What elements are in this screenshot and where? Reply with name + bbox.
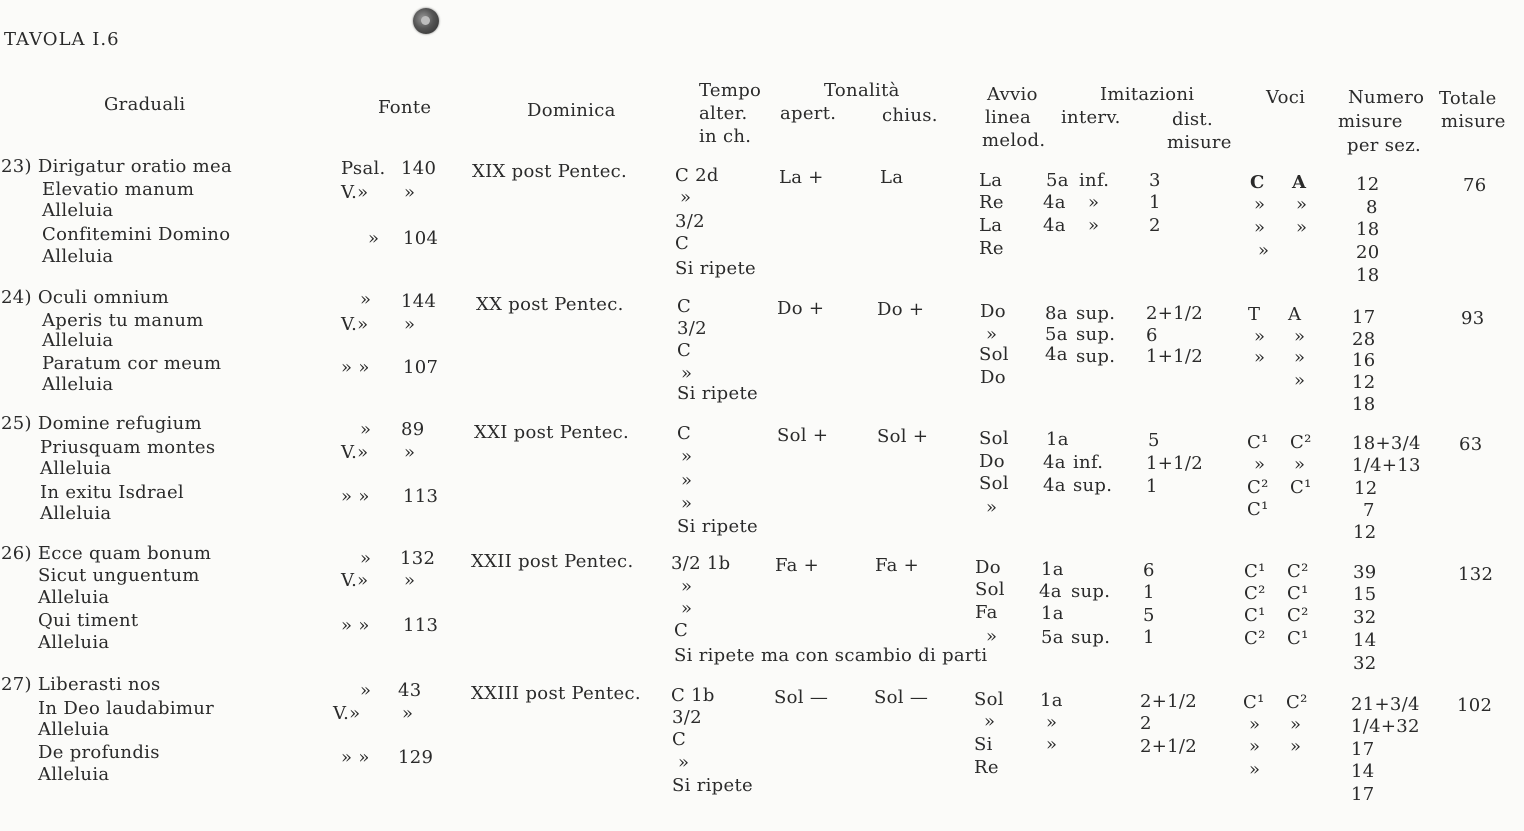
avvio-value: »	[986, 497, 998, 518]
gradual-subtitle: In exitu Isdrael	[40, 482, 184, 503]
header-totale: Totale	[1439, 88, 1497, 109]
tempo-note: Si ripete	[672, 775, 753, 796]
voci-value: C¹	[1247, 499, 1269, 520]
tempo-value: 3/2 1b	[671, 553, 731, 574]
interv-value: 5a	[1041, 627, 1064, 648]
numero-value: 18	[1356, 265, 1380, 286]
fonte-number: 144	[401, 291, 437, 312]
interv-direction: inf.	[1073, 452, 1104, 473]
interv-value: »	[1046, 712, 1058, 733]
dominica: XIX post Pentec.	[472, 161, 628, 182]
gradual-title: 25) Domine refugium	[1, 413, 202, 434]
voci-value: »	[1249, 759, 1261, 780]
voci-value: »	[1290, 714, 1302, 735]
header-numero: Numero	[1348, 87, 1425, 108]
header-apert: apert.	[780, 103, 837, 124]
fonte-number: 140	[401, 158, 437, 179]
dist-value: 1	[1143, 582, 1155, 603]
fonte-prefix: V.»	[333, 703, 361, 724]
interv-value: 4a	[1043, 475, 1066, 496]
gradual-subtitle: Alleluia	[42, 200, 114, 221]
gradual-title: 27) Liberasti nos	[1, 674, 161, 695]
tonalita-chius: Do +	[877, 299, 925, 320]
avvio-value: Do	[980, 301, 1006, 322]
fonte-number: 104	[403, 228, 439, 249]
tempo-note: Si ripete	[677, 516, 758, 537]
fonte-prefix: V.»	[341, 442, 369, 463]
fonte-prefix: »	[360, 419, 372, 440]
fonte-prefix: »	[360, 548, 372, 569]
fonte-prefix: Psal.	[341, 158, 386, 179]
header-chius: chius.	[882, 105, 938, 126]
voci-value: »	[1258, 240, 1270, 261]
numero-value: 16	[1352, 350, 1376, 371]
interv-value: 4a	[1043, 452, 1066, 473]
voci-value: C²	[1287, 605, 1309, 626]
header-dist: dist.	[1172, 109, 1213, 130]
tempo-value: 3/2	[677, 318, 707, 339]
totale-value: 76	[1463, 175, 1487, 196]
avvio-value: Sol	[974, 689, 1004, 710]
voci-value: »	[1296, 194, 1308, 215]
interv-direction: »	[1088, 215, 1100, 236]
interv-direction: sup.	[1076, 303, 1116, 324]
header-tonalita: Tonalità	[824, 80, 900, 101]
voci-value: C²	[1247, 477, 1269, 498]
dist-value: 1+1/2	[1146, 346, 1204, 367]
numero-value: 12	[1353, 522, 1377, 543]
fonte-prefix: » »	[341, 357, 370, 378]
interv-value: 8a	[1045, 303, 1068, 324]
tempo-value: C	[677, 423, 692, 444]
voci-value: »	[1254, 217, 1266, 238]
tempo-note: Si ripete	[675, 258, 756, 279]
tempo-value: C	[672, 729, 687, 750]
punch-hole-mark	[413, 8, 439, 34]
tempo-value: »	[678, 752, 690, 773]
numero-value: 20	[1356, 242, 1380, 263]
fonte-prefix: »	[368, 228, 380, 249]
table-section-27	[0, 674, 1524, 824]
fonte-number: »	[402, 703, 414, 724]
numero-value: 17	[1351, 739, 1375, 760]
numero-value: 12	[1354, 478, 1378, 499]
voci-value: »	[1254, 194, 1266, 215]
numero-value: 32	[1353, 607, 1377, 628]
dist-value: 1+1/2	[1146, 453, 1204, 474]
voci-value: C¹	[1247, 432, 1269, 453]
tempo-value: C	[675, 233, 690, 254]
gradual-subtitle: De profundis	[38, 742, 160, 763]
numero-value: 12	[1356, 174, 1380, 195]
interv-direction: sup.	[1076, 346, 1116, 367]
numero-value: 17	[1352, 307, 1376, 328]
tempo-note: Si ripete	[677, 383, 758, 404]
gradual-subtitle: Qui timent	[38, 610, 139, 631]
tonalita-apert: Sol +	[777, 425, 829, 446]
header-fonte: Fonte	[378, 97, 432, 118]
interv-value: 4a	[1043, 192, 1066, 213]
tonalita-apert: Fa +	[775, 555, 820, 576]
fonte-number: »	[404, 442, 416, 463]
numero-value: 7	[1363, 500, 1375, 521]
dist-value: 1	[1149, 192, 1161, 213]
gradual-title: 26) Ecce quam bonum	[1, 543, 212, 564]
numero-value: 14	[1353, 630, 1377, 651]
numero-value: 32	[1353, 653, 1377, 674]
header-dist-misure: misure	[1167, 132, 1232, 153]
fonte-number: 89	[401, 419, 425, 440]
avvio-value: Si	[974, 734, 993, 755]
fonte-prefix: » »	[341, 615, 370, 636]
avvio-value: Do	[980, 367, 1006, 388]
tempo-value: »	[681, 363, 693, 384]
voci-value: »	[1294, 454, 1306, 475]
tonalita-apert: Sol —	[774, 687, 829, 708]
gradual-title: 24) Oculi omnium	[1, 287, 170, 308]
interv-direction: sup.	[1073, 475, 1113, 496]
header-voci: Voci	[1266, 87, 1306, 108]
numero-value: 17	[1351, 784, 1375, 805]
tempo-value: »	[681, 493, 693, 514]
tempo-value: »	[681, 598, 693, 619]
tempo-value: »	[680, 187, 692, 208]
tempo-value: »	[681, 576, 693, 597]
header-graduali: Graduali	[104, 94, 186, 115]
tempo-value: 3/2	[675, 211, 705, 232]
header-interv: interv.	[1061, 107, 1121, 128]
header-linea: linea	[985, 107, 1031, 128]
fonte-prefix: V.»	[341, 314, 369, 335]
interv-direction: sup.	[1071, 627, 1111, 648]
header-tempo: Tempo	[699, 80, 762, 101]
numero-value: 1/4+13	[1352, 455, 1421, 476]
interv-value: 1a	[1041, 603, 1064, 624]
tonalita-chius: Sol —	[874, 687, 929, 708]
gradual-subtitle: Paratum cor meum	[42, 353, 222, 374]
dist-value: 5	[1148, 430, 1160, 451]
dominica: XXII post Pentec.	[471, 551, 634, 572]
totale-value: 63	[1459, 434, 1483, 455]
voci-value: »	[1254, 347, 1266, 368]
header-melod: melod.	[982, 130, 1046, 151]
avvio-value: La	[979, 170, 1003, 191]
tonalita-chius: La	[880, 167, 904, 188]
gradual-subtitle: In Deo laudabimur	[38, 698, 215, 719]
avvio-value: Do	[979, 451, 1005, 472]
numero-value: 1/4+32	[1351, 716, 1420, 737]
voci-value: C²	[1287, 561, 1309, 582]
gradual-subtitle: Priusquam montes	[40, 437, 216, 458]
gradual-subtitle: Aperis tu manum	[42, 310, 204, 331]
tonalita-apert: La +	[779, 167, 824, 188]
voci-value: »	[1294, 347, 1306, 368]
voci-value: C¹	[1287, 628, 1309, 649]
voci-value: A	[1292, 172, 1307, 193]
interv-value: 4a	[1039, 581, 1062, 602]
tempo-value: C	[677, 340, 692, 361]
gradual-subtitle: Alleluia	[40, 503, 112, 524]
voci-value: »	[1254, 326, 1266, 347]
dist-value: 5	[1143, 605, 1155, 626]
fonte-number: »	[404, 570, 416, 591]
header-imitazioni: Imitazioni	[1100, 84, 1195, 105]
voci-value: T	[1248, 304, 1261, 325]
interv-value: 4a	[1045, 344, 1068, 365]
dist-value: 6	[1143, 560, 1155, 581]
voci-value: C²	[1244, 583, 1266, 604]
table-section-24	[0, 287, 1524, 419]
tempo-note: Si ripete ma con scambio di parti	[674, 645, 988, 666]
totale-value: 102	[1457, 695, 1493, 716]
gradual-subtitle: Confitemini Domino	[42, 224, 231, 245]
header-persez: per sez.	[1347, 135, 1421, 156]
gradual-subtitle: Alleluia	[38, 632, 110, 653]
dist-value: 2+1/2	[1140, 736, 1198, 757]
numero-value: 18+3/4	[1352, 433, 1421, 454]
totale-value: 132	[1458, 564, 1494, 585]
interv-value: 4a	[1043, 215, 1066, 236]
tempo-value: 3/2	[672, 707, 702, 728]
fonte-number: 113	[403, 615, 439, 636]
interv-value: 1a	[1046, 429, 1069, 450]
numero-value: 21+3/4	[1351, 694, 1420, 715]
fonte-prefix: » »	[341, 747, 370, 768]
voci-value: C²	[1286, 692, 1308, 713]
avvio-value: Re	[979, 238, 1004, 259]
avvio-value: Fa	[975, 602, 998, 623]
fonte-number: 132	[400, 548, 436, 569]
tempo-value: »	[681, 446, 693, 467]
gradual-subtitle: Alleluia	[42, 374, 114, 395]
avvio-value: Do	[975, 557, 1001, 578]
numero-value: 14	[1351, 761, 1375, 782]
voci-value: »	[1296, 217, 1308, 238]
tempo-value: C 1b	[671, 685, 715, 706]
fonte-prefix: »	[360, 680, 372, 701]
voci-value: C¹	[1244, 561, 1266, 582]
dist-value: 2+1/2	[1146, 303, 1204, 324]
interv-direction: inf.	[1079, 170, 1110, 191]
gradual-title: 23) Dirigatur oratio mea	[1, 156, 232, 177]
interv-value: 1a	[1040, 690, 1063, 711]
interv-direction: sup.	[1076, 324, 1116, 345]
interv-direction: »	[1088, 192, 1100, 213]
voci-value: C²	[1244, 628, 1266, 649]
fonte-prefix: V.»	[341, 182, 369, 203]
tonalita-chius: Sol +	[877, 426, 929, 447]
avvio-value: Re	[974, 757, 999, 778]
avvio-value: »	[984, 711, 996, 732]
interv-value: »	[1046, 734, 1058, 755]
interv-value: 5a	[1045, 324, 1068, 345]
fonte-number: 113	[403, 486, 439, 507]
voci-value: C¹	[1244, 605, 1266, 626]
numero-value: 15	[1353, 584, 1377, 605]
fonte-number: »	[404, 182, 416, 203]
avvio-value: Sol	[979, 428, 1009, 449]
fonte-number: »	[404, 314, 416, 335]
tempo-value: C	[674, 620, 689, 641]
dist-value: 1	[1143, 627, 1155, 648]
dist-value: 2	[1140, 713, 1152, 734]
avvio-value: Sol	[975, 579, 1005, 600]
numero-value: 18	[1352, 394, 1376, 415]
numero-value: 8	[1366, 197, 1378, 218]
voci-value: »	[1290, 736, 1302, 757]
header-dominica: Dominica	[527, 100, 616, 121]
avvio-value: La	[979, 215, 1003, 236]
avvio-value: Sol	[979, 344, 1009, 365]
fonte-number: 107	[403, 357, 439, 378]
gradual-subtitle: Alleluia	[40, 458, 112, 479]
header-totale-misure: misure	[1441, 111, 1506, 132]
tonalita-apert: Do +	[777, 298, 825, 319]
dist-value: 2+1/2	[1140, 691, 1198, 712]
voci-value: »	[1249, 736, 1261, 757]
voci-value: C¹	[1287, 583, 1309, 604]
fonte-prefix: V.»	[341, 570, 369, 591]
page-title: TAVOLA I.6	[4, 29, 120, 50]
totale-value: 93	[1461, 308, 1485, 329]
fonte-number: 43	[398, 680, 422, 701]
fonte-prefix: »	[360, 289, 372, 310]
voci-value: C²	[1290, 432, 1312, 453]
numero-value: 12	[1352, 372, 1376, 393]
tempo-value: C 2d	[675, 165, 719, 186]
numero-value: 18	[1356, 219, 1380, 240]
dist-value: 2	[1149, 215, 1161, 236]
gradual-subtitle: Alleluia	[42, 246, 114, 267]
voci-value: »	[1294, 326, 1306, 347]
dist-value: 6	[1146, 325, 1158, 346]
interv-value: 1a	[1041, 559, 1064, 580]
header-tempo-alter: alter.	[699, 103, 748, 124]
dist-value: 1	[1146, 476, 1158, 497]
voci-value: A	[1288, 304, 1302, 325]
voci-value: »	[1254, 454, 1266, 475]
dominica: XXI post Pentec.	[474, 422, 630, 443]
tempo-value: »	[681, 470, 693, 491]
header-avvio: Avvio	[987, 84, 1038, 105]
voci-value: C¹	[1243, 692, 1265, 713]
voci-value: »	[1294, 370, 1306, 391]
dist-value: 3	[1149, 170, 1161, 191]
avvio-value: »	[986, 324, 998, 345]
fonte-prefix: » »	[341, 486, 370, 507]
voci-value: »	[1249, 714, 1261, 735]
interv-value: 5a	[1046, 170, 1069, 191]
numero-value: 39	[1353, 562, 1377, 583]
dominica: XXIII post Pentec.	[471, 683, 641, 704]
voci-value: C	[1250, 172, 1265, 193]
table-section-25	[0, 413, 1524, 545]
avvio-value: Sol	[979, 473, 1009, 494]
voci-value: C¹	[1290, 477, 1312, 498]
gradual-subtitle: Alleluia	[38, 719, 110, 740]
table-section-23	[0, 156, 1524, 288]
avvio-value: »	[986, 626, 998, 647]
dominica: XX post Pentec.	[476, 294, 624, 315]
header-tempo-inch: in ch.	[699, 126, 752, 147]
fonte-number: 129	[398, 747, 434, 768]
gradual-subtitle: Sicut unguentum	[38, 565, 200, 586]
header-numero-misure: misure	[1338, 111, 1403, 132]
gradual-subtitle: Alleluia	[38, 764, 110, 785]
tonalita-chius: Fa +	[875, 555, 920, 576]
numero-value: 28	[1352, 329, 1376, 350]
gradual-subtitle: Alleluia	[38, 587, 110, 608]
gradual-subtitle: Alleluia	[42, 330, 114, 351]
avvio-value: Re	[979, 192, 1004, 213]
table-section-26	[0, 543, 1524, 675]
interv-direction: sup.	[1071, 581, 1111, 602]
tempo-value: C	[677, 296, 692, 317]
gradual-subtitle: Elevatio manum	[42, 179, 195, 200]
